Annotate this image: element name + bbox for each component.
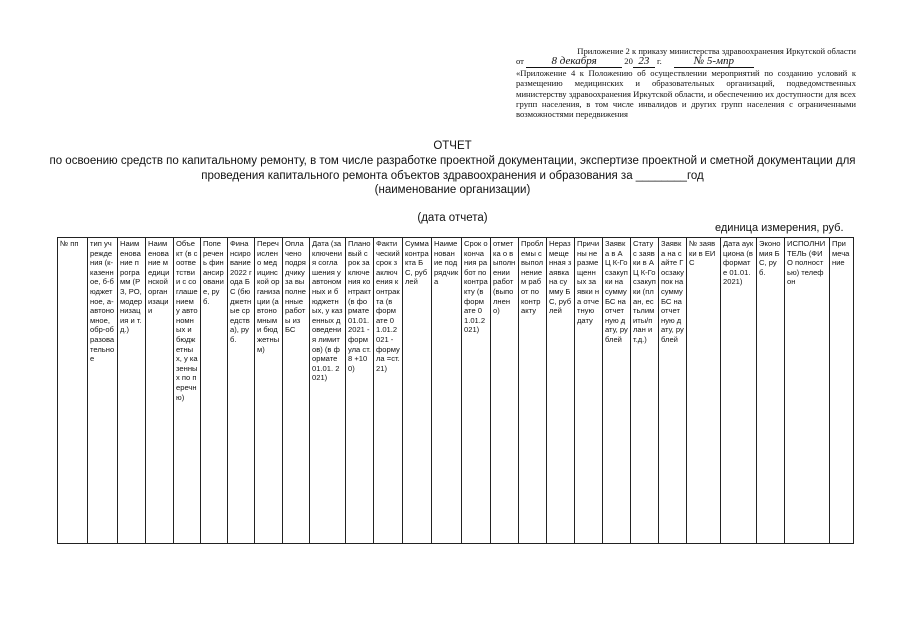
year-prefix: 20 <box>624 56 633 67</box>
column-header: Фактический срок заключения контракта (в формате 01.01.2021 - формула =ст. 21) <box>374 238 403 544</box>
column-header: Наименование подрядчика <box>432 238 462 544</box>
column-header: Плановый срок заключения контракт (в формате 01.01.2021 - формула ст.8 +10 0) <box>346 238 374 544</box>
report-date-label: (дата отчета) <box>417 212 488 224</box>
year-suffix: г. <box>657 56 662 67</box>
handwritten-number: № 5-мпр <box>674 56 754 67</box>
column-header: № пп <box>58 238 88 544</box>
column-header: № заявки в ЕИС <box>687 238 721 544</box>
column-header: Статус заявки в АЦ К-Госзакупки (план, естьлимиты/план и т.д.) <box>631 238 659 544</box>
column-header: Экономия БС, руб. <box>757 238 785 544</box>
column-header: Причины неразмещенных заявки на отчетную дату <box>575 238 603 544</box>
column-header: Срок окончания работ по контракту (в формате 01.01.2021) <box>462 238 491 544</box>
appendix-body: «Приложение 4 к Положению об осуществлении мероприятий по созданию условий к размещению медицинских и образовательных организаций, подведомственных министерству здравоохранения Иркутской области, и обеспечению их доступности для всех групп населения, в том числе инвалидов и других групп населения с ограниченными возможностями передвижения <box>516 67 856 120</box>
column-header: Оплачено подрядчику за выполненные работы из БС <box>283 238 310 544</box>
report-subtitle-2: проведения капитального ремонта объектов здравоохранения и образования за ________год <box>201 170 704 182</box>
report-table <box>57 237 854 544</box>
column-header: тип учреждения (к-казенное, б-бюджетное, а-автономное, обр-образовательное <box>88 238 118 544</box>
column-header: Заявка в АЦ К-Госзакупки на сумму БС на отчетную дату, рублей <box>603 238 631 544</box>
column-header: Примечание <box>830 238 854 544</box>
column-header: Дата аукциона (в формате 01.01.2021) <box>721 238 757 544</box>
column-header: Дата (заключения соглашения у автономных и бюджетных, у казенных доведения лимитов) (в формате 01.01. 2021) <box>310 238 346 544</box>
column-header: Проблемы с выполнением работ по контракту <box>519 238 547 544</box>
column-header: ИСПОЛНИТЕЛЬ (ФИО полностью) телефон <box>785 238 830 544</box>
column-header: отметка о выполнении работ (выполнено) <box>491 238 519 544</box>
column-header: Наименование программ (РЗ, РО, модернизация и т.д.) <box>118 238 146 544</box>
column-header: Заявка на сайте Госзакупок на сумму БС на отчетную дату, рублей <box>659 238 687 544</box>
column-header: Неразмещенная заявка на сумму БС, рублей <box>547 238 575 544</box>
column-header: Перечислено медицинской организации (автономным и бюджетным) <box>255 238 283 544</box>
report-title: ОТЧЕТ <box>433 140 472 152</box>
column-header: Поперечень финансирование, руб. <box>201 238 228 544</box>
report-subtitle-1: по освоению средств по капитальному ремонту, в том числе разработке проектной документации, экспертизе проектной и сметной документации для <box>49 155 856 167</box>
date-prefix: от <box>516 56 524 67</box>
column-header: Финансирование 2022 года БС (бюджетные средства), руб. <box>228 238 255 544</box>
unit-label: единица измерения, руб. <box>715 222 844 234</box>
appendix-date-line <box>516 56 856 67</box>
handwritten-year: 23 <box>633 56 655 67</box>
column-header: Наименование медицинской организации <box>146 238 174 544</box>
table-header-row <box>58 238 854 544</box>
handwritten-date: 8 декабря <box>526 56 622 67</box>
appendix-block <box>516 46 856 120</box>
column-header: Объект (в соответствии с соглашением у автономных и бюджетных, у казенных по перечню) <box>174 238 201 544</box>
appendix-line1: Приложение 2 к приказу министерства здравоохранения Иркутской области <box>577 46 856 56</box>
organization-label: (наименование организации) <box>374 184 531 196</box>
column-header: Сумма контракта БС, рублей <box>403 238 432 544</box>
